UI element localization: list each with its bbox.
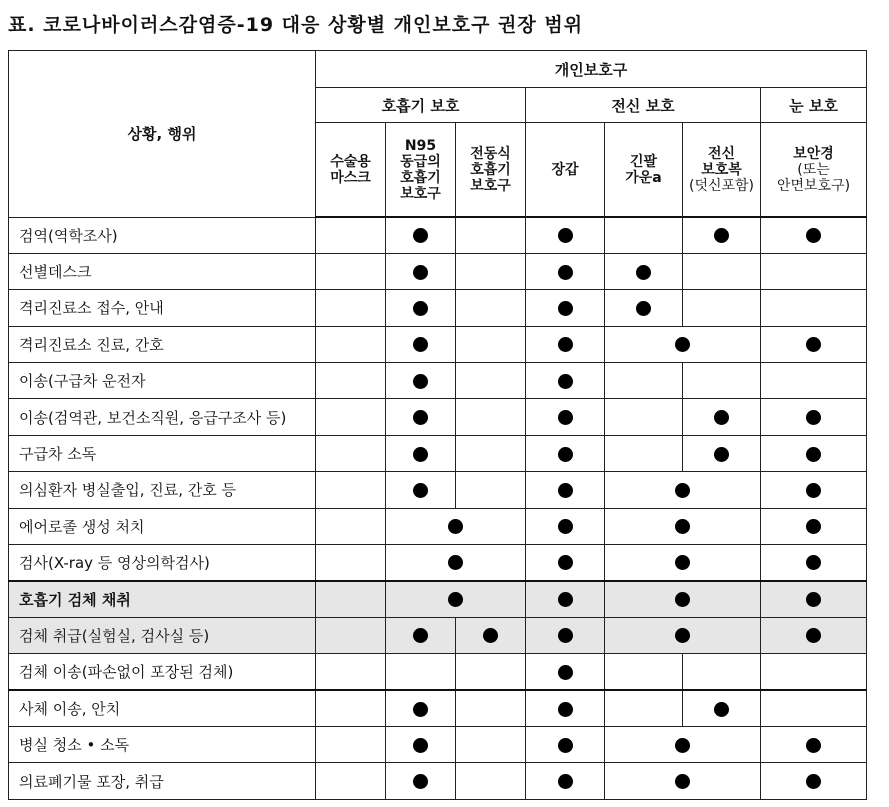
row-label: 의료폐기물 포장, 취급 [9, 763, 316, 799]
check-dot [675, 337, 690, 352]
check-dot [675, 555, 690, 570]
row-label: 검체 이송(파손없이 포장된 검체) [9, 654, 316, 690]
check-dot [675, 738, 690, 753]
row-label: 격리진료소 진료, 간호 [9, 326, 316, 362]
table-row [9, 690, 867, 726]
check-dot [558, 774, 573, 789]
check-dot [413, 337, 428, 352]
header-col-coverall: 전신 보호복 (덧신포함) [683, 123, 761, 218]
table-row [9, 435, 867, 471]
header-col-goggles: 보안경 (또는 안면보호구) [761, 123, 867, 218]
table-row [9, 763, 867, 799]
table-row [9, 217, 867, 253]
check-dot [413, 301, 428, 316]
check-dot [448, 519, 463, 534]
row-label: 이송(검역관, 보건소직원, 응급구조사 등) [9, 399, 316, 435]
check-dot [714, 228, 729, 243]
row-label: 검체 취급(실험실, 검사실 등) [9, 617, 316, 653]
check-dot [806, 483, 821, 498]
check-dot [448, 555, 463, 570]
check-dot [675, 483, 690, 498]
check-dot [413, 228, 428, 243]
table-row [9, 326, 867, 362]
header-col-gloves: 장갑 [526, 123, 605, 218]
row-label: 의심환자 병실출입, 진료, 간호 등 [9, 472, 316, 508]
check-dot [806, 555, 821, 570]
table-row [9, 290, 867, 326]
check-dot [806, 337, 821, 352]
check-dot [806, 628, 821, 643]
check-dot [675, 519, 690, 534]
table-row [9, 253, 867, 289]
check-dot [806, 774, 821, 789]
check-dot [714, 702, 729, 717]
row-label: 검역(역학조사) [9, 217, 316, 253]
check-dot [558, 410, 573, 425]
row-label: 선별데스크 [9, 253, 316, 289]
check-dot [558, 337, 573, 352]
check-dot [806, 519, 821, 534]
check-dot [558, 592, 573, 607]
check-dot [636, 301, 651, 316]
check-dot [413, 483, 428, 498]
row-label: 격리진료소 접수, 안내 [9, 290, 316, 326]
check-dot [413, 628, 428, 643]
check-dot [558, 665, 573, 680]
check-dot [558, 555, 573, 570]
table-row [9, 545, 867, 581]
check-dot [558, 447, 573, 462]
row-label: 검사(X-ray 등 영상의학검사) [9, 545, 316, 581]
check-dot [675, 774, 690, 789]
check-dot [806, 592, 821, 607]
check-dot [675, 628, 690, 643]
check-dot [714, 447, 729, 462]
check-dot [806, 410, 821, 425]
table-row [9, 399, 867, 435]
check-dot [558, 702, 573, 717]
ppe-table [8, 50, 867, 800]
check-dot [675, 592, 690, 607]
row-label: 구급차 소독 [9, 435, 316, 471]
check-dot [413, 774, 428, 789]
table-row [9, 363, 867, 399]
check-dot [636, 265, 651, 280]
check-dot [558, 374, 573, 389]
check-dot [558, 228, 573, 243]
check-dot [483, 628, 498, 643]
check-dot [806, 228, 821, 243]
header-col-surgical-mask: 수술용 마스크 [316, 123, 386, 218]
check-dot [806, 738, 821, 753]
check-dot [558, 301, 573, 316]
header-col-papr: 전동식 호흡기 보호구 [456, 123, 526, 218]
row-label: 이송(구급차 운전자 [9, 363, 316, 399]
header-group-respiratory: 호흡기 보호 [316, 88, 526, 123]
check-dot [558, 519, 573, 534]
check-dot [558, 483, 573, 498]
table-row [9, 654, 867, 690]
check-dot [806, 447, 821, 462]
header-ppe: 개인보호구 [316, 51, 867, 88]
check-dot [413, 738, 428, 753]
row-label: 사체 이송, 안치 [9, 690, 316, 726]
check-dot [413, 374, 428, 389]
check-dot [558, 265, 573, 280]
check-dot [558, 628, 573, 643]
table-row [9, 581, 867, 617]
check-dot [448, 592, 463, 607]
check-dot [413, 410, 428, 425]
header-group-eye: 눈 보호 [761, 88, 867, 123]
header-group-body: 전신 보호 [526, 88, 761, 123]
table-row [9, 508, 867, 544]
row-label: 에어로졸 생성 처치 [9, 508, 316, 544]
row-label: 호흡기 검체 채취 [9, 581, 316, 617]
document-title: 표. 코로나바이러스감염증-19 대응 상황별 개인보호구 권장 범위 [8, 14, 584, 36]
header-col-n95: N95 동급의 호흡기 보호구 [386, 123, 456, 218]
header-col-gown: 긴팔 가운a [605, 123, 683, 218]
header-situation: 상황, 행위 [9, 51, 316, 218]
check-dot [413, 447, 428, 462]
check-dot [413, 265, 428, 280]
check-dot [558, 738, 573, 753]
table-row [9, 617, 867, 653]
check-dot [714, 410, 729, 425]
row-label: 병실 청소 • 소독 [9, 726, 316, 762]
table-row [9, 726, 867, 762]
check-dot [413, 702, 428, 717]
table-row [9, 472, 867, 508]
